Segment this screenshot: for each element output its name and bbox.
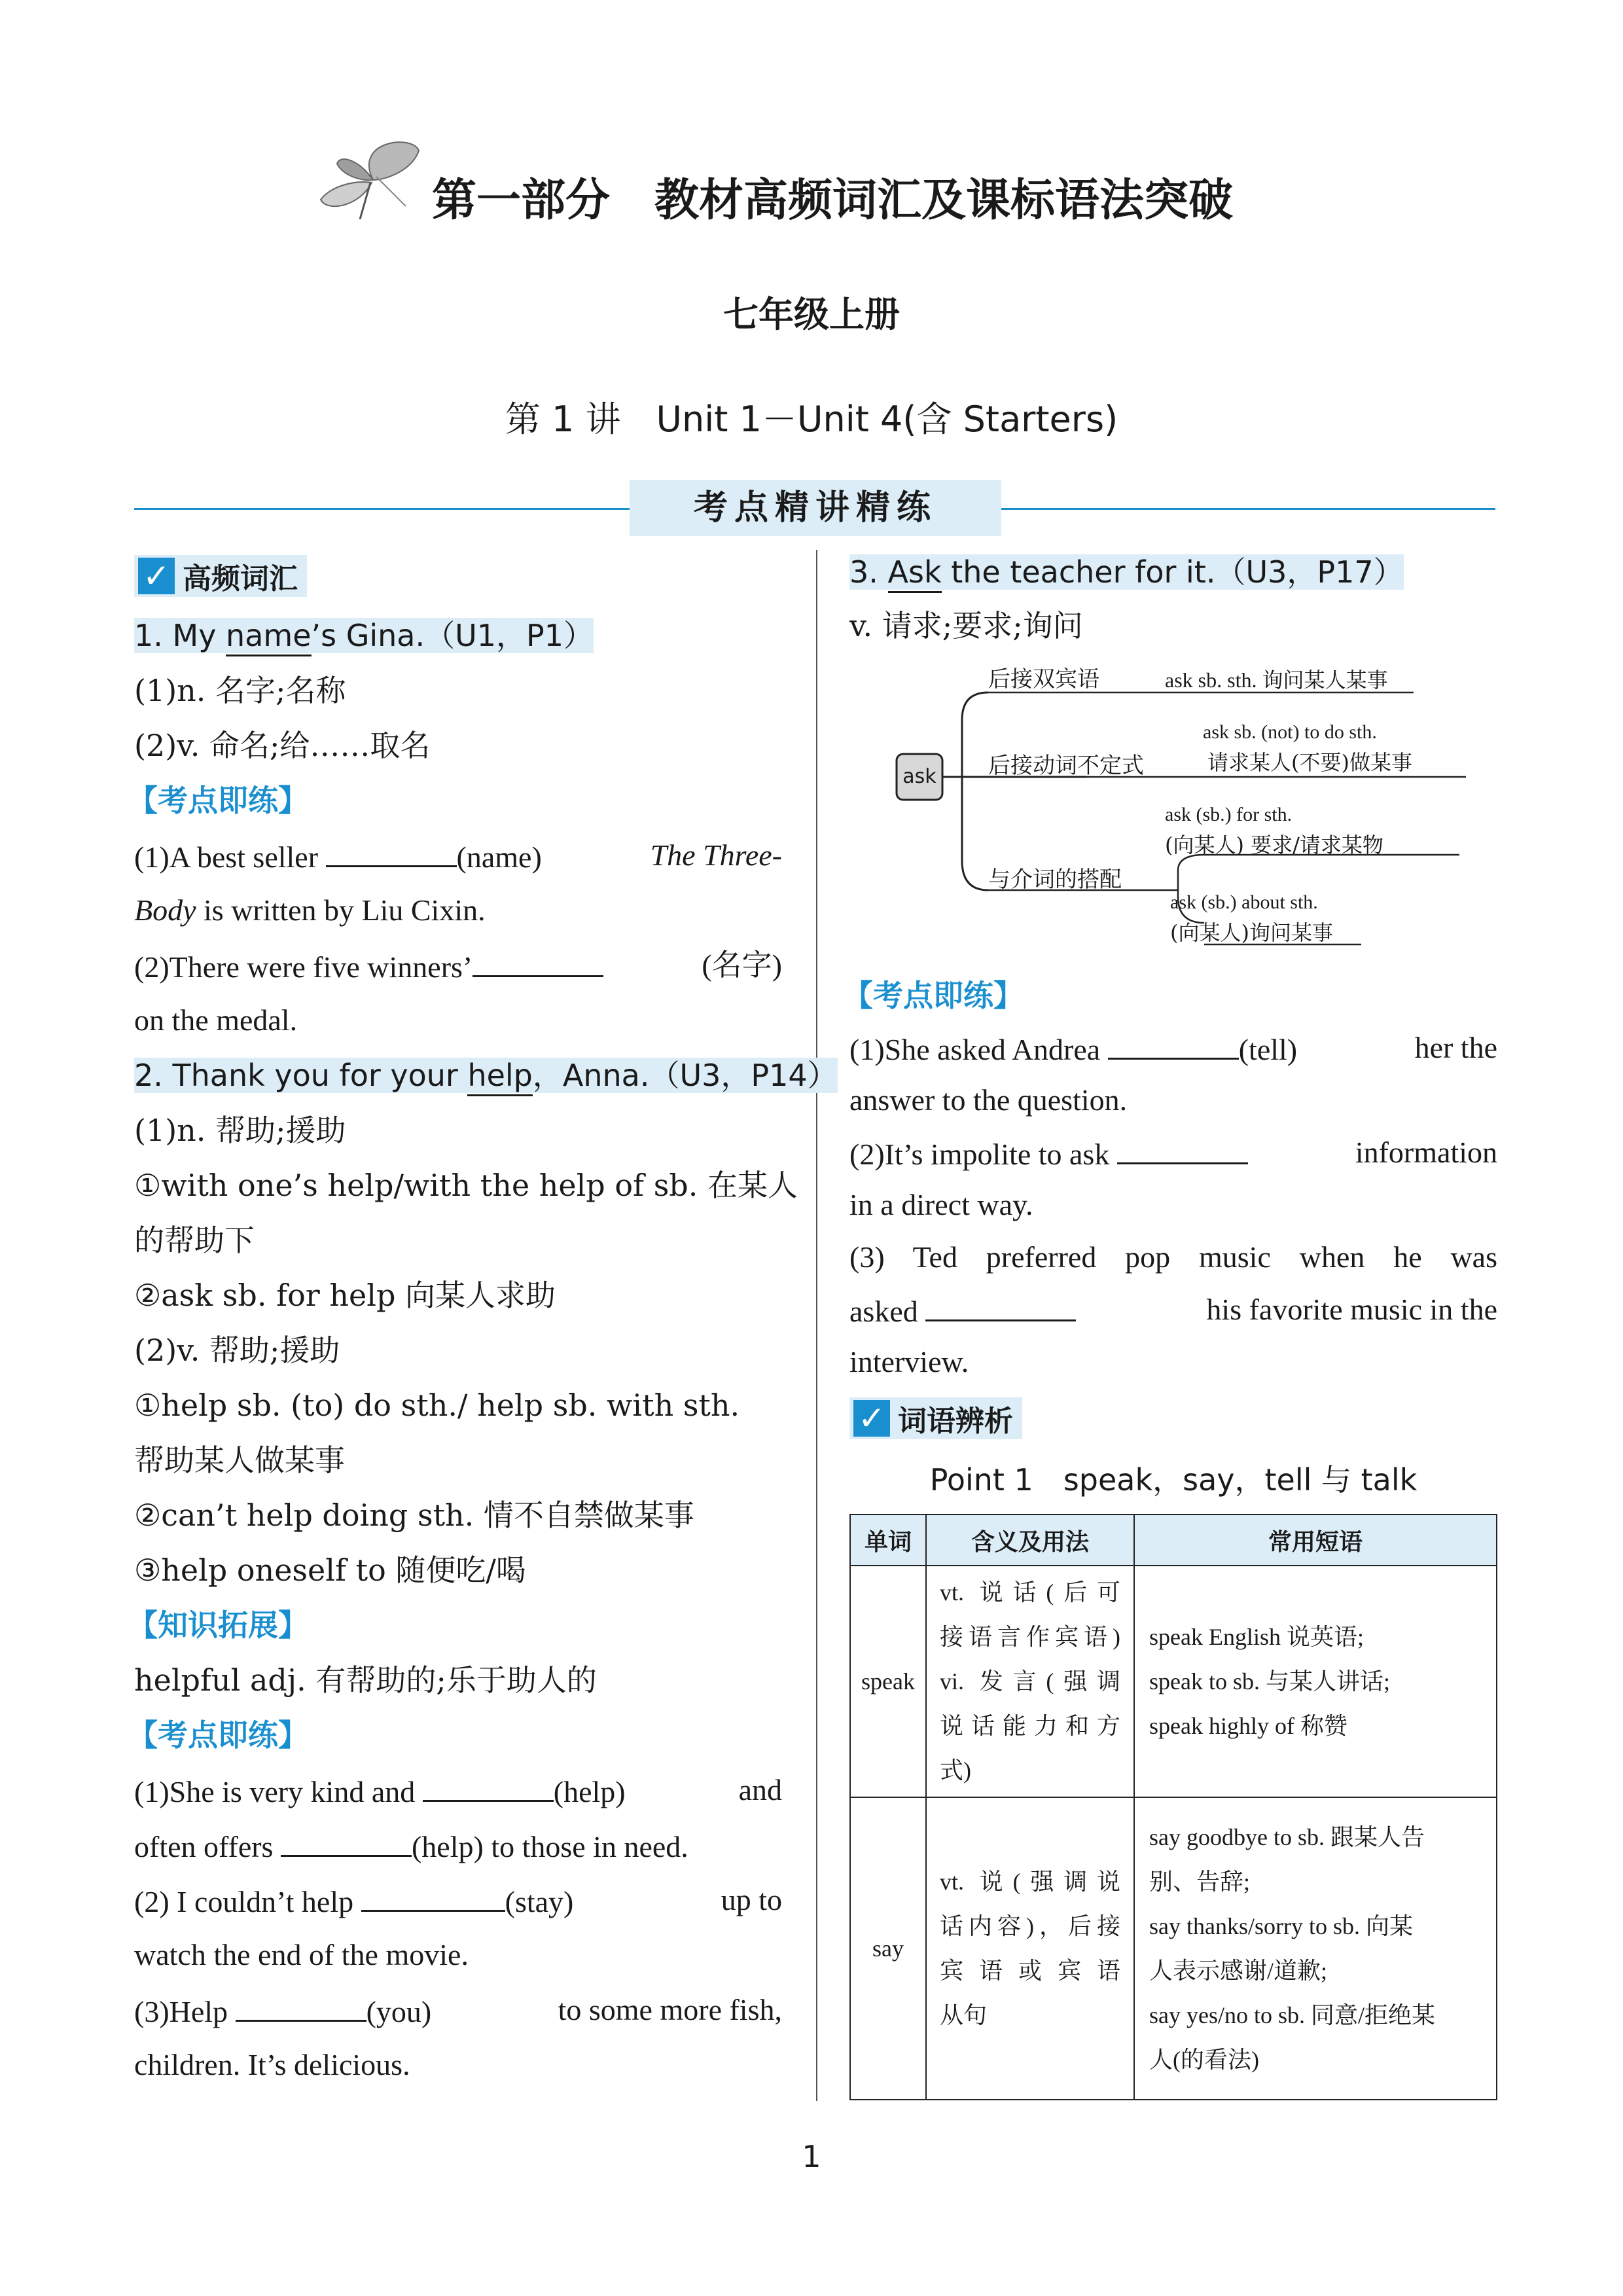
page-number: 1 (802, 2139, 821, 2174)
mindmap-branch3-label: 与介词的搭配 (988, 867, 1122, 893)
item3-q3-line1: (3) Ted preferred pop music when he was (849, 1240, 1497, 1274)
mindmap-branch2-label: 后接动词不定式 (988, 753, 1144, 779)
item3-q3-line3: interview. (849, 1345, 969, 1378)
mindmap-branch3a-cn: (向某人) 要求/请求某物 (1165, 833, 1383, 857)
table-cell-word: speak (850, 1566, 926, 1797)
item2-q3-line2: children. It’s delicious. (134, 2048, 410, 2081)
word-discrimination-tag: ✓ 词语辨析 (849, 1397, 1022, 1439)
item2-ext: helpful adj. 有帮助的;乐于助人的 (134, 1662, 597, 1698)
vocab-tag: ✓ 高频词汇 (134, 555, 307, 597)
item2-usage1-line1: ①with one’s help/with the help of sb. 在某人 (134, 1168, 798, 1203)
mindmap-branch1-leaf: ask sb. sth. 询问某人某事 (1165, 668, 1388, 692)
item1-def2: (2)v. 命名;给……取名 (134, 728, 431, 763)
item3-practice-tag: 【考点即练】 (843, 978, 1024, 1013)
mindmap-branch2-leaf-cn: 请求某人(不要)做某事 (1207, 750, 1412, 775)
table-header-phrases: 常用短语 (1134, 1515, 1497, 1566)
column-divider (816, 550, 817, 2101)
item2-usage2: ②ask sb. for help 向某人求助 (134, 1278, 556, 1313)
mindmap-branch3a-en: ask (sb.) for sth. (1165, 804, 1293, 825)
banner-rule-right (1001, 508, 1495, 510)
mindmap-branch1-label: 后接双宾语 (988, 666, 1099, 692)
point-title: Point 1 speak，say，tell 与 talk (929, 1462, 1418, 1498)
table-row (850, 1566, 1497, 1797)
item2-practice-tag: 【考点即练】 (128, 1717, 308, 1753)
check-icon: ✓ (853, 1400, 890, 1437)
check-icon: ✓ (138, 558, 175, 594)
table-cell-usage: vt. 说(强调说 话内容)，后接 宾 语 或 宾 语 从句 (926, 1797, 1134, 2100)
item1-def1: (1)n. 名字;名称 (134, 673, 346, 708)
item1-heading: 1. My name’s Gina.（U1，P1） (134, 615, 594, 656)
table-cell-word: say (850, 1797, 926, 2100)
grade-title: 七年级上册 (723, 293, 900, 335)
item2-usage1-line2: 的帮助下 (134, 1223, 255, 1258)
item3-q3-line2: asked his favorite music in the (849, 1289, 1497, 1332)
item2-q3-line1: (3)Help (you) to some more fish, (134, 1990, 782, 2032)
item2-usage5: ③help oneself to 随便吃/喝 (134, 1552, 526, 1588)
item3-q2-line2: in a direct way. (849, 1188, 1033, 1221)
item2-usage3-line1: ①help sb. (to) do sth./ help sb. with sth. (134, 1388, 740, 1423)
item2-ext-tag: 【知识拓展】 (128, 1607, 308, 1643)
item2-q1-line2: often offers (help) to those in need. (134, 1825, 688, 1867)
mindmap-branch3b-cn: (向某人)询问某事 (1170, 920, 1333, 945)
item2-def1: (1)n. 帮助;援助 (134, 1113, 346, 1148)
item1-q2-line2: on the medal. (134, 1003, 298, 1037)
item2-heading: 2. Thank you for your help，Anna.（U3，P14） (134, 1055, 838, 1096)
lecture-title: 第 1 讲 Unit 1－Unit 4(含 Starters) (505, 399, 1118, 440)
item1-practice-tag: 【考点即练】 (128, 783, 308, 818)
mindmap-branch3b-en: ask (sb.) about sth. (1170, 891, 1318, 913)
item1-q2-line1: (2)There were five winners’ (名字) (134, 945, 782, 988)
butterfly-logo (314, 134, 425, 226)
item2-usage4: ②can’t help doing sth. 情不自禁做某事 (134, 1498, 694, 1533)
item3-q1-line1: (1)She asked Andrea (tell) her the (849, 1028, 1497, 1070)
part-title: 第一部分 教材高频词汇及课标语法突破 (432, 174, 1234, 226)
ask-mindmap (890, 648, 1499, 962)
item2-def2: (2)v. 帮助;援助 (134, 1333, 340, 1368)
item1-q1-line2: Body is written by Liu Cixin. (134, 893, 486, 927)
item2-q2-line1: (2) I couldn’t help (stay) up to (134, 1880, 782, 1922)
mindmap-branch2-leaf-en: ask sb. (not) to do sth. (1203, 721, 1377, 743)
item3-q1-line2: answer to the question. (849, 1083, 1128, 1117)
table-cell-usage: vt. 说话(后可 接语言作宾语) vi. 发言(强调 说话能力和方 式) (926, 1566, 1134, 1797)
item3-heading: 3. Ask the teacher for it.（U3，P17） (849, 552, 1404, 592)
item3-def: v. 请求;要求;询问 (849, 608, 1083, 643)
section-banner: 考点精讲精练 (630, 480, 1001, 536)
table-header-row (850, 1515, 1497, 1566)
table-header-usage: 含义及用法 (926, 1515, 1134, 1566)
mindmap-root: ask (902, 765, 936, 788)
word-table (849, 1514, 1497, 2100)
table-cell-phrases: speak English 说英语; speak to sb. 与某人讲话; speak highly of 称赞 (1134, 1566, 1497, 1797)
item2-usage3-line2: 帮助某人做某事 (134, 1443, 345, 1478)
table-cell-phrases: say goodbye to sb. 跟某人告 别、告辞; say thanks/sorry to sb. 向某 人表示感谢/道歉; say yes/no to sb. 同意/拒绝某 人(的看法) (1134, 1797, 1497, 2100)
item2-q2-line2: watch the end of the movie. (134, 1938, 469, 1971)
item1-q1-line1: (1)A best seller (name) The Three- (134, 835, 782, 878)
banner-rule-left (134, 508, 632, 510)
table-header-word: 单词 (850, 1515, 926, 1566)
item2-q1-line1: (1)She is very kind and (help) and (134, 1770, 782, 1812)
item3-q2-line1: (2)It’s impolite to ask information (849, 1132, 1497, 1175)
table-row (850, 1797, 1497, 2100)
